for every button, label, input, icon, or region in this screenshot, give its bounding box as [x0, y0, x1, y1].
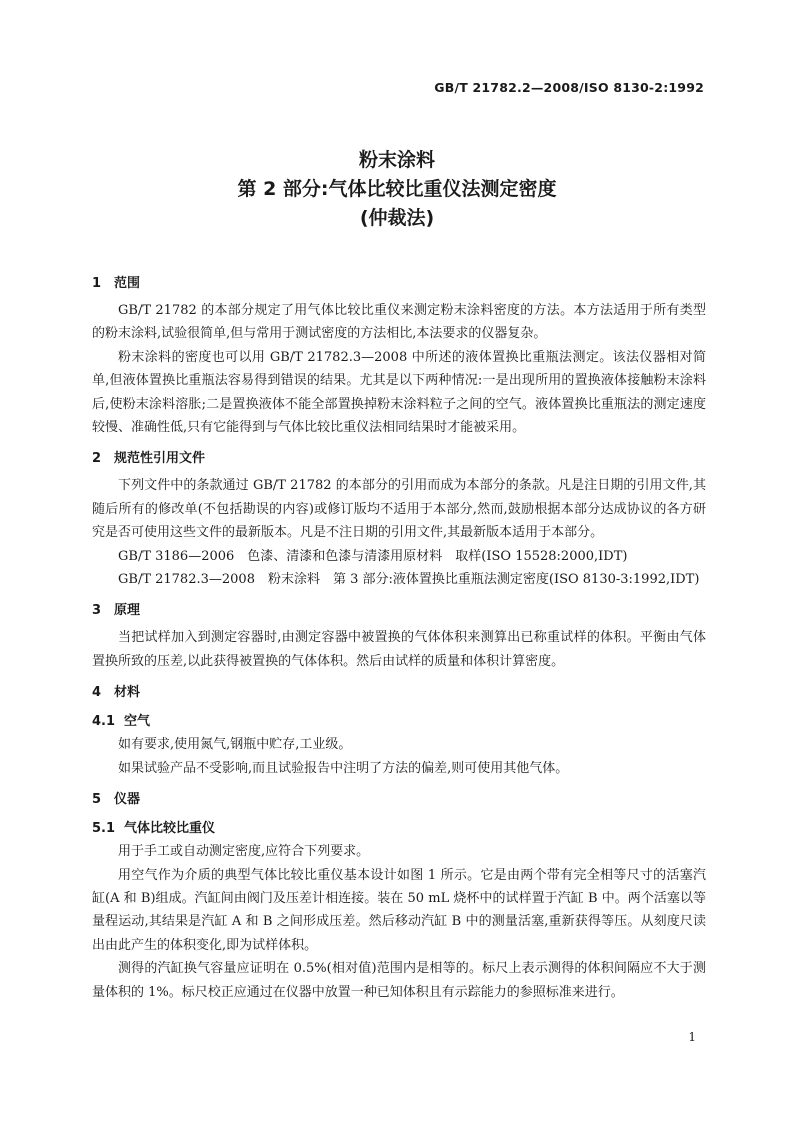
section-title: 仪器 [114, 792, 141, 808]
title-line-3: (仲裁法) [359, 207, 435, 229]
section-heading-materials [92, 681, 706, 704]
section-number: 1 [92, 276, 102, 291]
paragraph: 测得的汽缸换气容量应证明在 0.5%(相对值)范围内是相等的。标尺上表示测得的体积间隔应不大于测量体积的 1%。标尺校正应通过在仪器中放置一种已知体积且有示踪能力的参照标准来进行。 [92, 961, 706, 1000]
subsection-heading-air [92, 710, 706, 733]
reference-item: GB/T 21782.3—2008 粉末涂料 第 3 部分:液体置换比重瓶法测定密度(ISO 8130-3:1992,IDT) [118, 572, 700, 588]
paragraph: GB/T 21782 的本部分规定了用气体比较比重仪来测定粉末涂料密度的方法。本方法适用于所有类型的粉末涂料,试验很简单,但与常用于测试密度的方法相比,本法要求的仪器复杂。 [92, 303, 706, 342]
section-number: 4 [92, 685, 102, 701]
subsection-title: 气体比较比重仪 [124, 821, 216, 837]
section-heading-scope [92, 272, 706, 295]
paragraph: 当把试样加入到测定容器时,由测定容器中被置换的气体体积来测算出已称重试样的体积。平衡由气体置换所致的压差,以此获得被置换的气体体积。然后由试样的质量和体积计算密度。 [92, 630, 706, 669]
section-heading-normative-references [92, 447, 706, 470]
paragraph: 用空气作为介质的典型气体比较比重仪基本设计如图 1 所示。它是由两个带有完全相等尺寸的活塞汽缸(A 和 B)组成。汽缸间由阀门及压差计相连接。装在 50 mL 烧杯中的试样置于汽缸 B 中。两个活塞以等量程运动,其结果是汽缸 A 和 B 之间形成压差。然后移动汽缸 B 中的测量活塞,重新获得等压。从刻度尺读出由此产生的体积变化,即为试样体积。 [92, 867, 706, 953]
title-line-2: 第 2 部分:气体比较比重仪法测定密度 [237, 178, 557, 200]
page-number: 1 [688, 1030, 696, 1044]
paragraph: 下列文件中的条款通过 GB/T 21782 的本部分的引用而成为本部分的条款。凡是注日期的引用文件,其随后所有的修改单(不包括勘误的内容)或修订版均不适用于本部分,然而,鼓励根据本部分达成协议的各方研究是否可使用这些文件的最新版本。凡是不注日期的引用文件,其最新版本适用于本部分。 [92, 478, 706, 541]
document-body [92, 272, 706, 1004]
section-number: 3 [92, 603, 102, 619]
paragraph: 粉末涂料的密度也可以用 GB/T 21782.3—2008 中所述的液体置换比重瓶法测定。该法仪器相对简单,但液体置换比重瓶法容易得到错误的结果。尤其是以下两种情况:一是出现所用的置换液体接触粉末涂料后,使粉末涂料溶胀;二是置换液体不能全部置换掉粉末涂料粒子之间的空气。液体置换比重瓶法的测定速度较慢、准确性低,只有它能得到与气体比较比重仪法相同结果时才能被采用。 [92, 349, 706, 436]
subsection-number: 4.1 [92, 714, 116, 730]
section-heading-apparatus [92, 788, 706, 811]
paragraph: 如果试验产品不受影响,而且试验报告中注明了方法的偏差,则可使用其他气体。 [118, 760, 569, 776]
standard-code: GB/T 21782.2—2008/ISO 8130-2:1992 [434, 80, 704, 95]
paragraph: 用于手工或自动测定密度,应符合下列要求。 [118, 844, 370, 860]
section-heading-principle [92, 599, 706, 622]
paragraph: 如有要求,使用氮气,钢瓶中贮存,工业级。 [118, 737, 352, 753]
document-title [0, 146, 794, 233]
section-number: 5 [92, 792, 102, 808]
section-number: 2 [92, 451, 102, 467]
section-title: 原理 [114, 603, 141, 619]
reference-item: GB/T 3186—2006 色漆、清漆和色漆与清漆用原材料 取样(ISO 15528:2000,IDT) [118, 548, 628, 564]
section-title: 规范性引用文件 [114, 451, 206, 467]
title-line-1: 粉末涂料 [358, 149, 435, 171]
subsection-title: 空气 [124, 714, 151, 730]
section-title: 范围 [114, 276, 141, 291]
subsection-heading-pycnometer [92, 817, 706, 840]
section-title: 材料 [114, 685, 141, 701]
subsection-number: 5.1 [92, 821, 116, 837]
